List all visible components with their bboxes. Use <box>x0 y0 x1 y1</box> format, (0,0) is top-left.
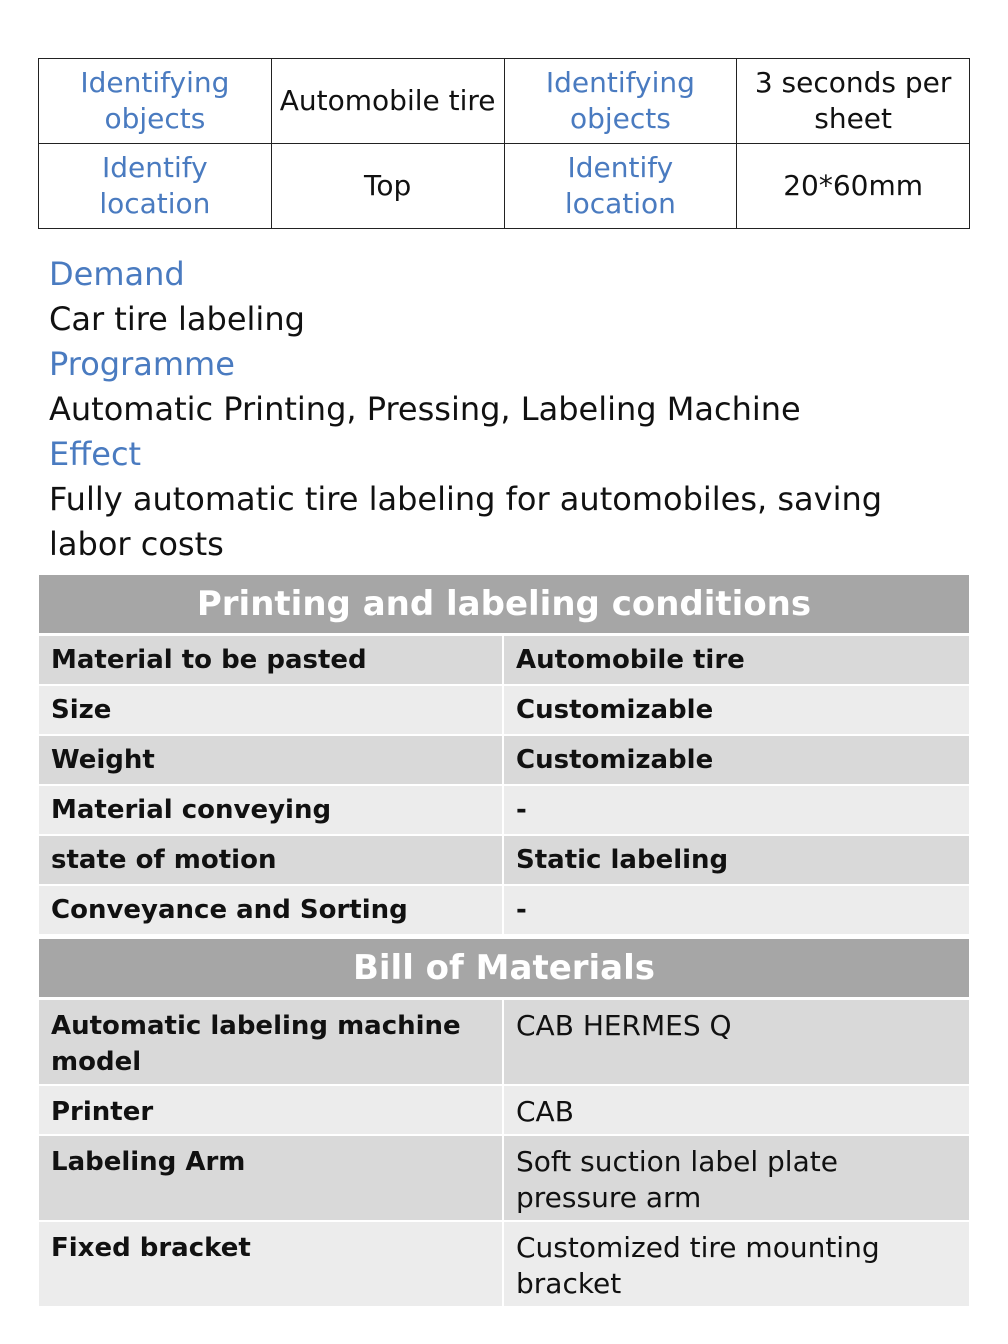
condition-value: - <box>516 795 527 825</box>
table-row <box>39 886 969 936</box>
info-value: 3 seconds per sheet <box>737 59 970 144</box>
bom-item: Labeling Arm <box>39 1136 504 1220</box>
conditions-table <box>39 575 969 936</box>
info-row <box>39 144 970 229</box>
condition-name: state of motion <box>39 836 504 884</box>
info-label: Identify location <box>504 144 737 229</box>
info-label: Identifying objects <box>504 59 737 144</box>
info-label: Identifying objects <box>39 59 272 144</box>
info-value: Automobile tire <box>271 59 504 144</box>
info-row <box>39 59 970 144</box>
effect-heading: Effect <box>49 435 142 473</box>
condition-name: Material to be pasted <box>39 636 504 684</box>
table-row <box>39 736 969 786</box>
bom-item: Printer <box>39 1086 504 1134</box>
table-row <box>39 1136 969 1222</box>
bom-value: Soft suction label plate pressure arm <box>516 1145 838 1214</box>
table-row <box>39 1086 969 1136</box>
programme-heading: Programme <box>49 345 235 383</box>
table-row <box>39 1000 969 1086</box>
demand-heading: Demand <box>49 255 185 293</box>
bom-value: CAB HERMES Q <box>516 1009 732 1042</box>
programme-text: Automatic Printing, Pressing, Labeling Machine <box>49 390 801 428</box>
bom-value: CAB <box>516 1095 574 1128</box>
table-row <box>39 786 969 836</box>
info-value: Top <box>271 144 504 229</box>
bom-item: Fixed bracket <box>39 1222 504 1306</box>
bom-title: Bill of Materials <box>39 939 969 1000</box>
bill-of-materials-table <box>39 939 969 1308</box>
table-row <box>39 636 969 686</box>
bom-item: Automatic labeling machine model <box>39 1000 504 1084</box>
bom-value: Customized tire mounting bracket <box>516 1231 880 1300</box>
condition-value: Static labeling <box>516 845 729 875</box>
condition-name: Conveyance and Sorting <box>39 886 504 934</box>
table-row <box>39 686 969 736</box>
condition-name: Material conveying <box>39 786 504 834</box>
table-row <box>39 1222 969 1308</box>
condition-value: - <box>516 895 527 925</box>
info-value: 20*60mm <box>737 144 970 229</box>
effect-text: Fully automatic tire labeling for automobiles, saving labor costs <box>49 480 883 563</box>
condition-name: Weight <box>39 736 504 784</box>
demand-text: Car tire labeling <box>49 300 305 338</box>
table-row <box>39 836 969 886</box>
info-label: Identify location <box>39 144 272 229</box>
description-section <box>49 252 949 567</box>
conditions-title: Printing and labeling conditions <box>39 575 969 636</box>
condition-value: Customizable <box>516 695 714 725</box>
condition-value: Automobile tire <box>516 645 745 675</box>
condition-name: Size <box>39 686 504 734</box>
condition-value: Customizable <box>516 745 714 775</box>
info-table <box>38 58 970 229</box>
